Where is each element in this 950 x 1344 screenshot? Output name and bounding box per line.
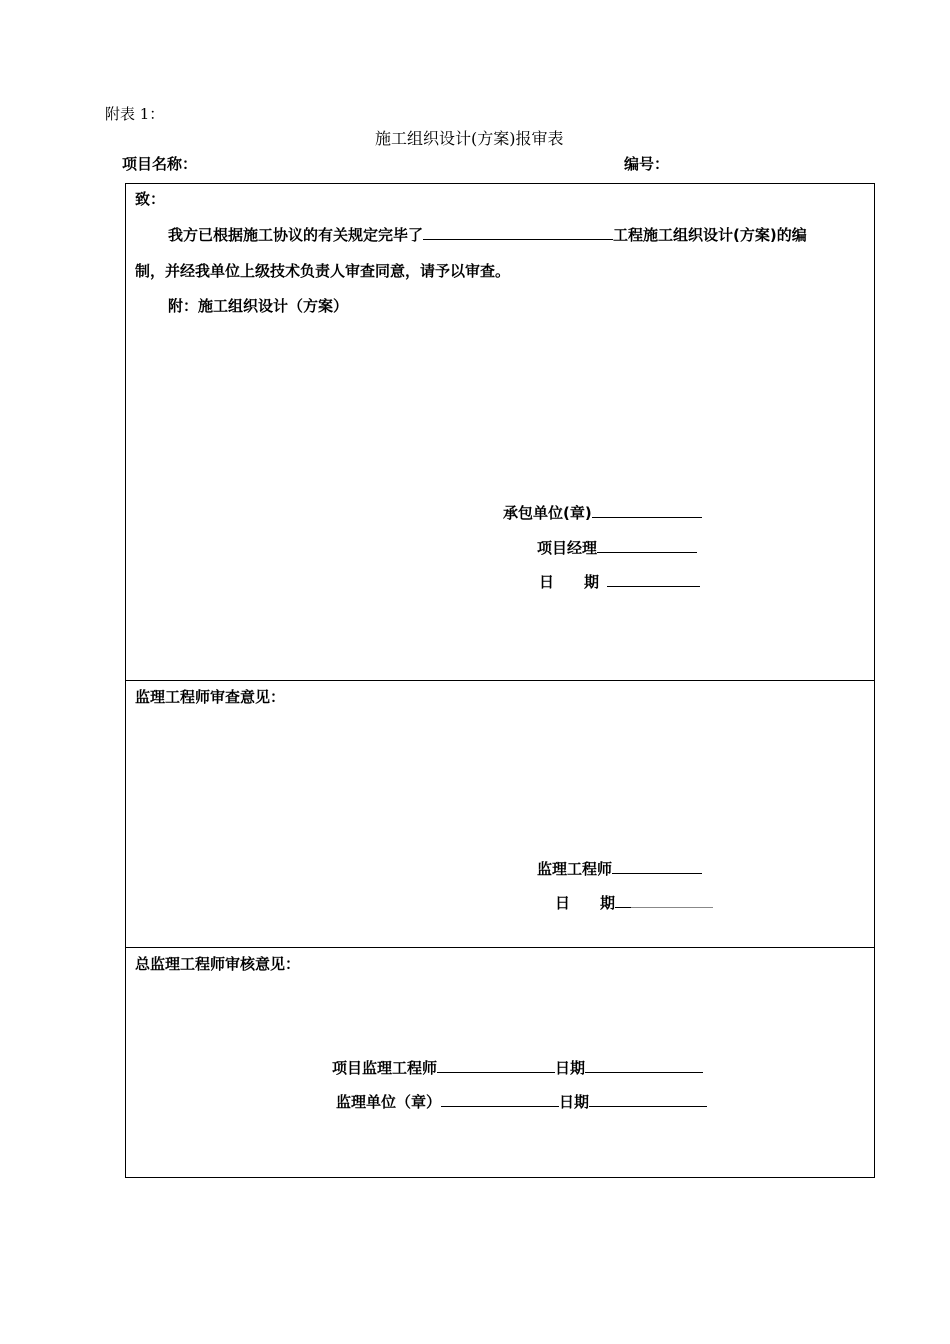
number-label: 编号： bbox=[624, 155, 670, 173]
project-engineer-label: 项目监理工程师 bbox=[332, 1059, 438, 1077]
paragraph-text-1: 我方已根据施工协议的有关规定完毕了 bbox=[168, 226, 424, 244]
supervisor-date-blank-a[interactable] bbox=[615, 892, 631, 908]
supervisor-label: 监理工程师 bbox=[537, 860, 613, 878]
contractor-label: 承包单位(章) bbox=[503, 504, 592, 522]
chief-review-title: 总监理工程师审核意见： bbox=[135, 955, 301, 973]
supervisor-date-row bbox=[555, 892, 713, 913]
pm-label: 项目经理 bbox=[537, 539, 598, 557]
submission-date-row bbox=[539, 571, 700, 592]
submission-date-blank[interactable] bbox=[607, 571, 700, 587]
submission-paragraph-line1 bbox=[168, 224, 807, 245]
supervisor-review-section bbox=[125, 680, 875, 948]
submission-paragraph-line2: 制，并经我单位上级技术负责人审查同意，请予以审查。 bbox=[135, 262, 511, 280]
to-label: 致： bbox=[135, 190, 166, 208]
supervision-unit-row bbox=[336, 1091, 707, 1112]
contractor-signature-row bbox=[503, 502, 702, 523]
submission-section bbox=[125, 183, 875, 681]
attachment-text: 附：施工组织设计（方案） bbox=[168, 297, 349, 315]
pm-signature-blank[interactable] bbox=[597, 537, 697, 553]
paragraph-text-2: 工程施工组织设计(方案)的编 bbox=[613, 226, 807, 244]
contractor-seal-blank[interactable] bbox=[592, 502, 702, 518]
submission-date-label: 日 期 bbox=[539, 573, 600, 591]
project-name-blank[interactable] bbox=[423, 224, 613, 240]
project-engineer-row bbox=[332, 1057, 703, 1078]
pm-signature-row bbox=[537, 537, 697, 558]
project-engineer-blank[interactable] bbox=[437, 1057, 555, 1073]
supervision-unit-label: 监理单位（章） bbox=[336, 1093, 442, 1111]
chief-date-label-2: 日期 bbox=[559, 1093, 590, 1111]
project-name-label: 项目名称： bbox=[122, 155, 198, 173]
supervisor-date-label: 日 期 bbox=[555, 894, 616, 912]
supervisor-review-title: 监理工程师审查意见： bbox=[135, 688, 286, 706]
chief-date-blank-2[interactable] bbox=[589, 1091, 707, 1107]
supervisor-date-blank-b[interactable] bbox=[631, 892, 713, 908]
supervisor-signature-row bbox=[537, 858, 702, 879]
appendix-label: 附表 1： bbox=[105, 105, 165, 123]
chief-date-label-1: 日期 bbox=[555, 1059, 586, 1077]
supervisor-signature-blank[interactable] bbox=[612, 858, 702, 874]
form-title: 施工组织设计(方案)报审表 bbox=[375, 129, 564, 148]
chief-date-blank-1[interactable] bbox=[585, 1057, 703, 1073]
supervision-unit-seal-blank[interactable] bbox=[441, 1091, 559, 1107]
